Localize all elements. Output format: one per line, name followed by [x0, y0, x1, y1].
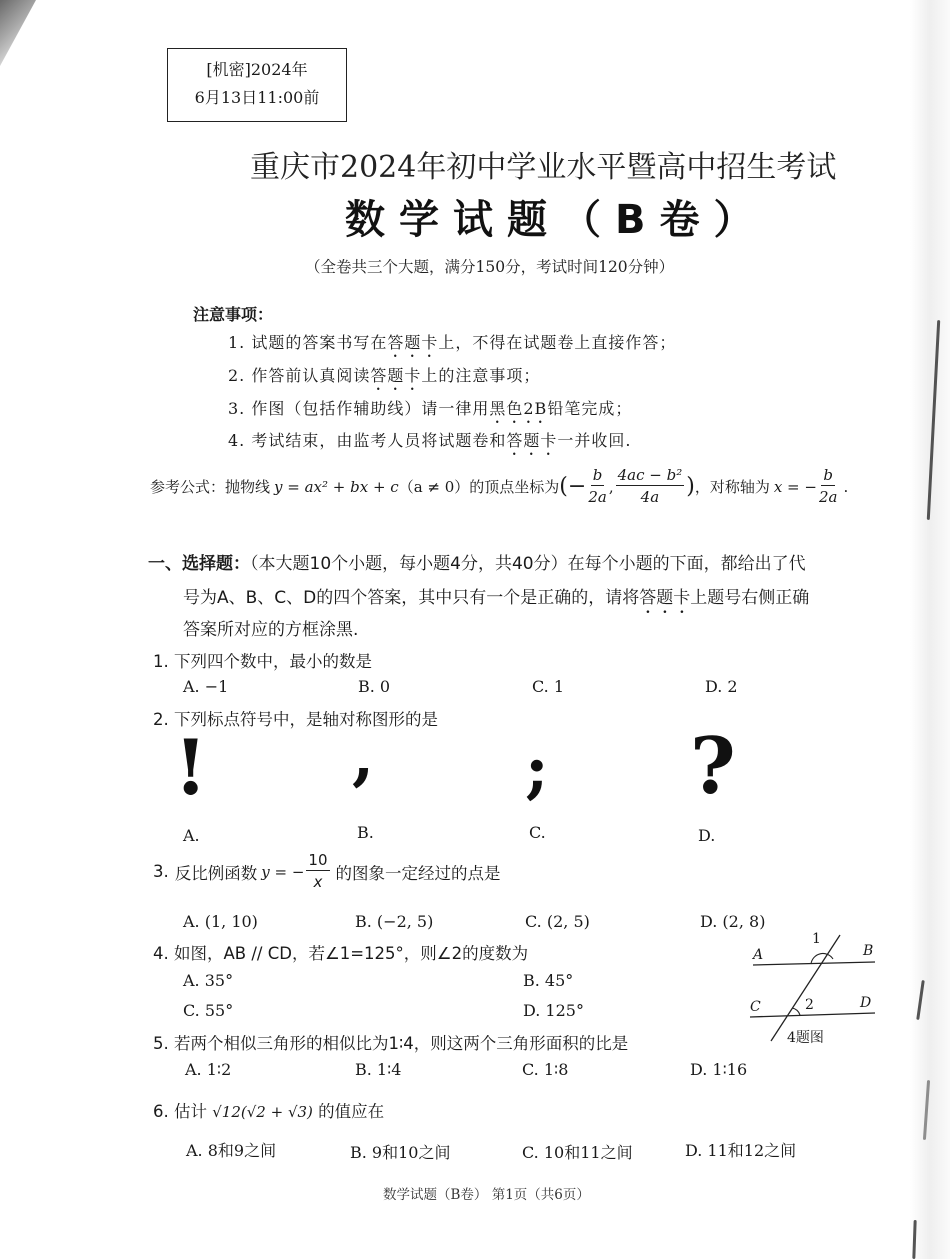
fraction-numerator: b	[823, 466, 834, 484]
q4-option-b: B. 45°	[523, 971, 574, 990]
question-text: 若两个相似三角形的相似比为1∶4，则这两个三角形面积的比是	[174, 1034, 629, 1053]
notice-text: 铅笔完成；	[547, 399, 633, 418]
fraction-denominator: x	[313, 873, 323, 891]
q2-option-c: C.	[529, 823, 546, 842]
q2-option-a: A.	[183, 826, 200, 845]
notice-text: 上的注意事项；	[421, 366, 541, 385]
comma: ,	[608, 477, 614, 496]
question-text: 的值应在	[318, 1102, 385, 1121]
notice-text: 作答前认真阅读	[251, 366, 371, 385]
reference-formula	[150, 465, 848, 508]
section-1-heading	[148, 548, 898, 580]
formula-label: 参考公式：抛物线	[150, 478, 271, 496]
page-footer: 数学试题（B卷） 第1页（共6页）	[383, 1187, 590, 1203]
question-number: 6.	[153, 1102, 169, 1121]
question-number: 2.	[153, 710, 169, 729]
exam-subtitle: （全卷共三个大题，满分150分，考试时间120分钟）	[305, 258, 675, 276]
notice-item-4	[228, 428, 631, 459]
function-lhs: y = −	[261, 862, 305, 881]
fraction-numerator: 10	[308, 851, 328, 869]
notice-text: 作图（包括作辅助线）请一律用	[251, 399, 490, 418]
q3-option-d: D. (2, 8)	[700, 912, 766, 931]
paren-open: (−	[559, 474, 587, 499]
notice-title: 注意事项：	[193, 305, 274, 324]
section-1-line-3: 答案所对应的方框涂黑.	[183, 620, 359, 640]
fraction-axis	[819, 465, 838, 508]
fraction-vertex-y	[616, 465, 685, 508]
notice-item-2	[228, 363, 540, 394]
semicolon-symbol: ;	[525, 732, 549, 807]
question-number: 3.	[153, 862, 169, 881]
parabola-equation: y = ax² + bx + c	[274, 477, 399, 496]
q2-option-d: D.	[698, 826, 716, 845]
question-text: 下列四个数中，最小的数是	[174, 652, 372, 671]
exclamation-mark-symbol: !	[174, 723, 208, 812]
question-mark-symbol: ?	[690, 721, 736, 812]
question-number: 5.	[153, 1034, 169, 1053]
fraction-numerator: 4ac − b²	[617, 466, 683, 484]
scan-right-edge-shadow	[910, 0, 950, 1259]
q5-option-d: D. 1∶16	[690, 1060, 748, 1079]
notice-num: 4.	[228, 431, 246, 450]
notice-text: 考试结束，由监考人员将试题卷和	[251, 431, 507, 450]
notice-emphasis: 黑色2B	[489, 399, 548, 418]
question-number: 4.	[153, 944, 169, 963]
notice-emphasis: 答题卡	[506, 431, 558, 450]
section-1-line-2	[183, 583, 809, 618]
notice-emphasis: 答题卡	[370, 366, 422, 385]
figure-caption: 4题图	[787, 1030, 824, 1046]
point-a-label: A	[753, 947, 764, 963]
question-text: 下列标点符号中，是轴对称图形的是	[174, 710, 438, 729]
question-6	[153, 1098, 384, 1122]
section-emphasis: 答题卡	[639, 588, 691, 608]
question-4	[153, 940, 528, 964]
exam-title: 重庆市2024年初中学业水平暨高中招生考试	[250, 150, 837, 185]
q2-option-b: B.	[357, 823, 374, 842]
q4-option-d: D. 125°	[523, 1001, 584, 1020]
formula-vertex-text: 的顶点坐标为	[469, 478, 560, 496]
notice-text: 试题的答案书写在	[251, 333, 388, 352]
question-1	[153, 648, 372, 672]
question-4-figure	[745, 925, 885, 1050]
q6-option-d: D. 11和12之间	[685, 1141, 797, 1160]
question-number: 1.	[153, 652, 169, 671]
section-text: 号为A、B、C、D的四个答案，其中只有一个是正确的，请将	[183, 588, 640, 608]
angle-1-label: 1	[812, 931, 821, 947]
q5-option-c: C. 1∶8	[522, 1060, 569, 1079]
formula-condition: （a ≠ 0）	[398, 478, 470, 496]
fraction-10-over-x	[306, 850, 329, 893]
q6-option-a: A. 8和9之间	[186, 1141, 277, 1160]
q1-option-b: B. 0	[358, 677, 391, 696]
point-d-label: D	[860, 995, 872, 1011]
confidential-stamp-box	[167, 48, 347, 122]
section-instructions: （本大题10个小题，每小题4分，共40分）在每个小题的下面，都给出了代	[250, 554, 806, 574]
notice-num: 3.	[228, 399, 246, 418]
fraction-b-over-2a	[588, 465, 607, 508]
formula-end: .	[843, 477, 849, 496]
formula-axis-text: ，对称轴为	[694, 478, 770, 496]
q1-option-a: A. −1	[183, 677, 229, 696]
q4-option-c: C. 55°	[183, 1001, 234, 1020]
fraction-denominator: 2a	[818, 488, 838, 506]
notice-num: 1.	[228, 333, 246, 352]
radical-expression: √12(√2 + √3)	[212, 1103, 313, 1121]
notice-text: 上，不得在试题卷上直接作答；	[438, 333, 677, 352]
scan-corner-artifact	[0, 0, 36, 66]
q1-option-c: C. 1	[532, 677, 565, 696]
q5-option-b: B. 1∶4	[355, 1060, 402, 1079]
fraction-numerator: b	[592, 466, 603, 484]
notice-emphasis: 答题卡	[387, 333, 439, 352]
fraction-denominator: 2a	[588, 488, 607, 506]
question-5	[153, 1030, 628, 1054]
question-3	[153, 850, 501, 893]
q3-option-a: A. (1, 10)	[183, 912, 258, 931]
q6-option-b: B. 9和10之间	[350, 1143, 451, 1162]
section-text: 上题号右侧正确	[690, 588, 810, 608]
confidential-line-2: 6月13日11:00前	[194, 88, 320, 107]
notice-num: 2.	[228, 366, 246, 385]
q3-option-c: C. (2, 5)	[525, 912, 590, 931]
comma-symbol: ,	[352, 719, 375, 794]
q3-option-b: B. (−2, 5)	[355, 912, 434, 931]
section-title: 一、选择题：	[148, 554, 250, 574]
angle-2-label: 2	[805, 997, 814, 1013]
question-text: 的图象一定经过的点是	[335, 863, 501, 883]
question-text: 反比例函数	[174, 863, 258, 883]
subject-title: 数学试题（B卷）	[345, 197, 768, 243]
question-text: 估计	[174, 1102, 207, 1121]
q4-option-a: A. 35°	[183, 971, 234, 990]
fraction-denominator: 4a	[640, 488, 660, 506]
notice-item-1	[228, 330, 676, 361]
question-text: 如图，AB // CD，若∠1=125°，则∠2的度数为	[174, 944, 529, 963]
point-b-label: B	[863, 943, 874, 959]
q5-option-a: A. 1∶2	[185, 1060, 232, 1079]
q1-option-d: D. 2	[705, 677, 738, 696]
confidential-line-1: [机密]2024年	[206, 60, 308, 79]
point-c-label: C	[750, 999, 761, 1015]
notice-text: 一并收回.	[557, 431, 632, 450]
q6-option-c: C. 10和11之间	[522, 1143, 633, 1162]
paren-close: )	[686, 474, 695, 499]
axis-lhs: x = −	[773, 477, 817, 496]
notice-item-3	[228, 396, 632, 427]
